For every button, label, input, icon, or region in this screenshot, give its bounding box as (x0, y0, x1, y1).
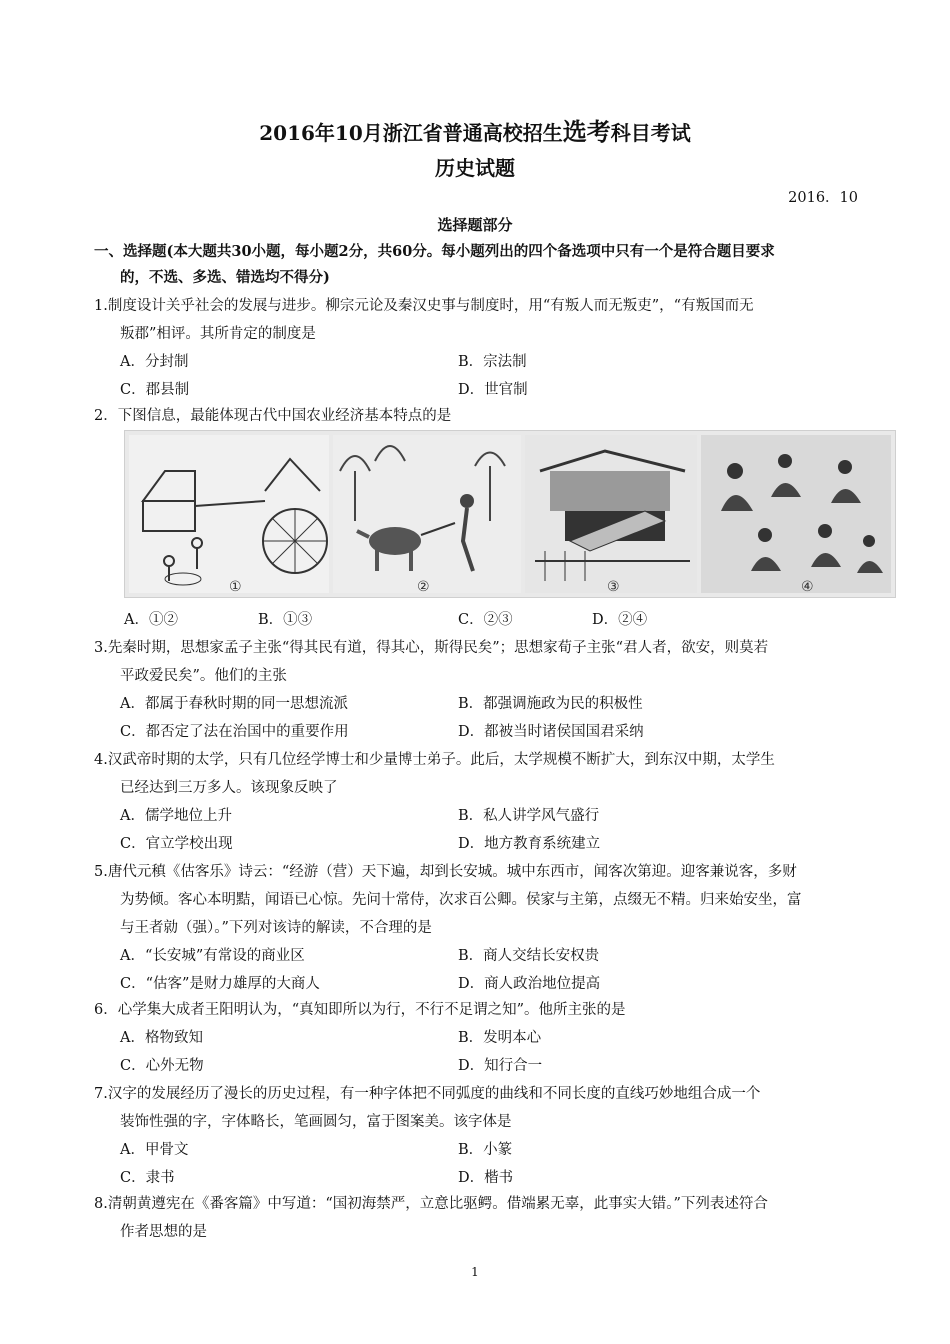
q3-stem-1: 3.先秦时期，思想家孟子主张“得其民有道，得其心，斯得民矣”；思想家荀子主张“君人者，欲安，则莫若 (94, 640, 769, 656)
q5-option-b: B．商人交结长安权贵 (458, 948, 600, 964)
q1-stem-2: 叛郡”相评。其所肯定的制度是 (120, 326, 316, 342)
q2-stem-1: 2．下图信息，最能体现古代中国农业经济基本特点的是 (94, 408, 452, 424)
instruction-line-1: 一、选择题(本大题共30小题，每小题2分，共60分。每小题列出的四个备选项中只有一个是符合题目要求 (94, 243, 775, 260)
q7-option-c: C．隶书 (120, 1170, 175, 1186)
q7-stem-1: 7.汉字的发展经历了漫长的历史过程，有一种字体把不同弧度的曲线和不同长度的直线巧妙地组合成一个 (94, 1086, 761, 1102)
title-post: 科目考试 (610, 121, 691, 145)
page-title (0, 112, 950, 147)
q1-option-b: B．宗法制 (458, 354, 527, 370)
q4-stem-2: 已经达到三万多人。该现象反映了 (120, 780, 338, 796)
q6-option-a: A．格物致知 (120, 1030, 203, 1046)
q2-option-b: B．①③ (258, 612, 313, 628)
q7-option-b: B．小篆 (458, 1142, 513, 1158)
panel-4-illustration (701, 435, 891, 595)
q6-option-d: D．知行合一 (458, 1058, 543, 1074)
q2-figure (124, 430, 896, 598)
q3-option-b: B．都强调施政为民的积极性 (458, 696, 643, 712)
q2-option-c: C．②③ (458, 612, 513, 628)
q2-option-a: A．①② (124, 612, 178, 628)
panel-1-number: ① (229, 579, 242, 595)
title-big: 选考 (562, 117, 611, 146)
exam-date: 2016．10 (788, 190, 858, 206)
panel-2-illustration (333, 435, 521, 595)
page-number: 1 (471, 1265, 479, 1279)
q5-stem-1: 5.唐代元稹《估客乐》诗云：“经游（营）天下遍，却到长安城。城中东西市，闻客次第迎。迎客兼说客，多财 (94, 864, 797, 880)
q8-stem-2: 作者思想的是 (120, 1224, 207, 1240)
q8-stem-1: 8.清朝黄遵宪在《番客篇》中写道：“国初海禁严，立意比驱鳄。借端累无辜，此事实大错。”下列表述符合 (94, 1196, 768, 1212)
q5-option-d: D．商人政治地位提高 (458, 976, 601, 992)
q3-option-c: C．都否定了法在治国中的重要作用 (120, 724, 349, 740)
q4-option-b: B．私人讲学风气盛行 (458, 808, 600, 824)
title-pre: 2016年10月浙江省普通高校招生 (259, 121, 563, 145)
q7-option-a: A．甲骨文 (120, 1142, 189, 1158)
panel-3-number: ③ (607, 579, 620, 595)
q3-stem-2: 平政爱民矣”。他们的主张 (120, 668, 287, 684)
q5-option-a: A．“长安城”有常设的商业区 (120, 948, 305, 964)
panel-3-illustration (525, 435, 697, 595)
q1-option-a: A．分封制 (120, 354, 189, 370)
panel-2-number: ② (417, 579, 430, 595)
q7-option-d: D．楷书 (458, 1170, 514, 1186)
q5-option-c: C．“估客”是财力雄厚的大商人 (120, 976, 320, 992)
section-heading: 选择题部分 (437, 216, 513, 234)
q6-option-b: B．发明本心 (458, 1030, 542, 1046)
q1-stem-1: 1.制度设计关乎社会的发展与进步。柳宗元论及秦汉史事与制度时，用“有叛人而无叛吏”，“有叛国而无 (94, 298, 754, 314)
q5-stem-2: 为势倾。客心本明黠，闻语已心惊。先问十常侍，次求百公卿。侯家与主第，点缀无不精。归来始安坐，富 (120, 892, 802, 908)
page-subtitle: 历史试题 (435, 156, 515, 180)
panel-4-number: ④ (801, 579, 814, 595)
q4-option-a: A．儒学地位上升 (120, 808, 232, 824)
q3-option-d: D．都被当时诸侯国国君采纳 (458, 724, 644, 740)
q4-option-d: D．地方教育系统建立 (458, 836, 601, 852)
q2-option-d: D．②④ (592, 612, 648, 628)
q3-option-a: A．都属于春秋时期的同一思想流派 (120, 696, 348, 712)
q2-figure-illustration (125, 431, 895, 597)
q1-option-d: D．世官制 (458, 382, 528, 398)
q6-stem-1: 6．心学集大成者王阳明认为，“真知即所以为行，不行不足谓之知”。他所主张的是 (94, 1002, 626, 1018)
q6-option-c: C．心外无物 (120, 1058, 204, 1074)
panel-1-illustration (129, 435, 329, 595)
q7-stem-2: 装饰性强的字，字体略长，笔画圆匀，富于图案美。该字体是 (120, 1114, 512, 1130)
instruction-line-2: 的，不选、多选、错选均不得分) (120, 269, 330, 286)
q4-stem-1: 4.汉武帝时期的太学，只有几位经学博士和少量博士弟子。此后，太学规模不断扩大，到东汉中期，太学生 (94, 752, 775, 768)
q1-option-c: C．郡县制 (120, 382, 190, 398)
q4-option-c: C．官立学校出现 (120, 836, 233, 852)
q5-stem-3: 与王者勍（强）。”下列对该诗的解读，不合理的是 (120, 920, 432, 936)
